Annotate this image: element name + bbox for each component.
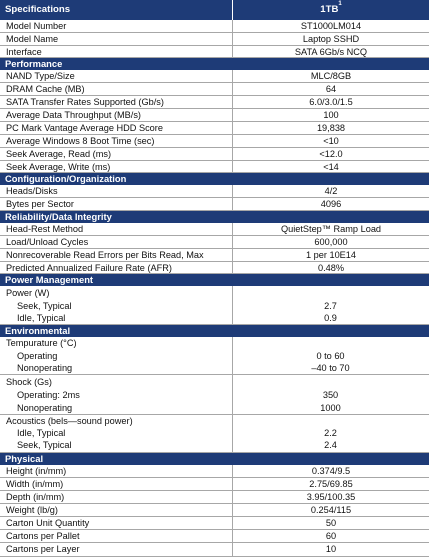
spec-label: Interface: [6, 47, 42, 57]
spec-row-pcmark: [0, 122, 429, 135]
spec-label: Acoustics (bels—sound power): [6, 416, 133, 426]
spec-row-throughput: [0, 109, 429, 122]
spec-value: Laptop SSHD: [232, 33, 429, 45]
spec-value: 10: [232, 543, 429, 556]
spec-value: <12.0: [232, 148, 429, 160]
spec-value: 100: [232, 109, 429, 121]
header-footnote: 1: [338, 1, 342, 7]
spec-sublabel: Idle, Typical: [17, 428, 66, 438]
spec-row-read-errors: [0, 249, 429, 262]
spec-value: 64: [232, 83, 429, 95]
spec-value: ST1000LM014: [232, 20, 429, 32]
spec-row-sata-rates: [0, 96, 429, 109]
spec-sublabel: Nonoperating: [17, 363, 73, 373]
spec-label: Average Windows 8 Boot Time (sec): [6, 136, 155, 146]
section-title: Environmental: [5, 325, 71, 336]
section-header-performance: [0, 58, 429, 70]
section-title: Configuration/Organization: [5, 173, 127, 184]
spec-sublabel: Idle, Typical: [17, 313, 66, 323]
spec-row-nand: [0, 70, 429, 83]
spec-row-carton-unit-quantity: [0, 517, 429, 530]
spec-label: Load/Unload Cycles: [6, 237, 89, 247]
spec-row-load-unload: [0, 236, 429, 249]
spec-row-cartons-per-pallet: [0, 530, 429, 543]
spec-row-heads-disks: [0, 185, 429, 198]
spec-label: Depth (in/mm): [6, 492, 65, 502]
header-capacity-cell: [232, 0, 429, 20]
group-heading-line: [0, 337, 429, 350]
section-title: Reliability/Data Integrity: [5, 211, 112, 222]
spec-value: QuietStep™ Ramp Load: [232, 223, 429, 235]
spec-sublabel: Operating: 2ms: [17, 390, 80, 400]
spec-value: 19,838: [232, 122, 429, 134]
spec-label: Carton Unit Quantity: [6, 518, 90, 528]
spec-label: Height (in/mm): [6, 466, 67, 476]
spec-row-weight: [0, 504, 429, 517]
sub-row: [0, 362, 429, 375]
spec-group-temperature: [0, 337, 429, 375]
spec-row-afr: [0, 262, 429, 274]
header-capacity: 1TB: [320, 4, 339, 15]
spec-row-head-rest: [0, 223, 429, 236]
spec-value: 0.48%: [232, 262, 429, 273]
spec-label: Nonrecoverable Read Errors per Bits Read, Max: [6, 250, 204, 260]
spec-label: Power (W): [6, 288, 50, 298]
spec-label: SATA Transfer Rates Supported (Gb/s): [6, 97, 164, 107]
spec-value: SATA 6Gb/s NCQ: [232, 46, 429, 57]
spec-value: 60: [232, 530, 429, 542]
spec-group-shock: [0, 375, 429, 415]
spec-value: <10: [232, 135, 429, 147]
spec-row-width: [0, 478, 429, 491]
spec-value: 1 per 10E14: [232, 249, 429, 261]
sub-row: [0, 439, 429, 452]
spec-row-interface: [0, 46, 429, 58]
spec-sublabel: Nonoperating: [17, 403, 73, 413]
spec-label: Cartons per Layer: [6, 544, 80, 554]
spec-label: Weight (lb/g): [6, 505, 58, 515]
spec-value: 0.254/115: [232, 504, 429, 516]
spec-value: 50: [232, 517, 429, 529]
spec-label: Tempurature (°C): [6, 338, 77, 348]
group-heading-line: [0, 376, 429, 389]
spec-value: 6.0/3.0/1.5: [232, 96, 429, 108]
sub-row: [0, 402, 429, 415]
header-label: Specifications: [5, 4, 71, 15]
spec-label: PC Mark Vantage Average HDD Score: [6, 123, 163, 133]
spec-value: 2.7: [324, 301, 337, 311]
spec-value: 4/2: [232, 185, 429, 197]
spec-row-cartons-per-layer: [0, 543, 429, 557]
spec-row-model-name: [0, 33, 429, 46]
spec-value: –40 to 70: [311, 363, 350, 373]
spec-row-height: [0, 465, 429, 478]
spec-value: 2.4: [324, 440, 337, 450]
spec-label: Seek Average, Write (ms): [6, 162, 111, 172]
spec-value: 3.95/100.35: [232, 491, 429, 503]
section-header-configuration: [0, 173, 429, 185]
spec-label: Bytes per Sector: [6, 199, 74, 209]
spec-group-power: [0, 286, 429, 325]
section-header-power: [0, 274, 429, 286]
spec-row-depth: [0, 491, 429, 504]
spec-row-dram-cache: [0, 83, 429, 96]
spec-value: 2.2: [324, 428, 337, 438]
spec-value: 4096: [232, 198, 429, 210]
spec-label: NAND Type/Size: [6, 71, 75, 81]
spec-label: Predicted Annualized Failure Rate (AFR): [6, 263, 172, 273]
spec-value: 0.374/9.5: [232, 465, 429, 477]
spec-value: 600,000: [232, 236, 429, 248]
spec-label: Heads/Disks: [6, 186, 58, 196]
spec-value: 350: [322, 390, 339, 400]
spec-sublabel: Operating: [17, 351, 58, 361]
spec-label: Seek Average, Read (ms): [6, 149, 112, 159]
section-title: Power Management: [5, 274, 94, 285]
spec-label: Width (in/mm): [6, 479, 64, 489]
spec-label: Average Data Throughput (MB/s): [6, 110, 141, 120]
spec-row-model-number: [0, 20, 429, 33]
spec-label: Model Number: [6, 21, 67, 31]
spec-label: Shock (Gs): [6, 377, 52, 387]
spec-value: 0.9: [324, 313, 337, 323]
spec-sublabel: Seek, Typical: [17, 440, 72, 450]
spec-sublabel: Seek, Typical: [17, 301, 72, 311]
section-header-reliability: [0, 211, 429, 223]
spec-label: Head-Rest Method: [6, 224, 84, 234]
spec-value: 2.75/69.85: [232, 478, 429, 490]
section-title: Physical: [5, 453, 44, 464]
section-header-physical: [0, 453, 429, 465]
spec-label: DRAM Cache (MB): [6, 84, 85, 94]
spec-row-seek-read: [0, 148, 429, 161]
spec-label: Cartons per Pallet: [6, 531, 80, 541]
spec-value: <14: [232, 161, 429, 172]
spec-row-boot-time: [0, 135, 429, 148]
section-title: Performance: [5, 58, 63, 69]
spec-value: 0 to 60: [316, 351, 345, 361]
sub-row: [0, 312, 429, 325]
table-header: [0, 0, 429, 20]
spec-group-acoustics: [0, 415, 429, 453]
sub-row: [0, 389, 429, 402]
group-heading-line: [0, 287, 429, 300]
section-header-environmental: [0, 325, 429, 337]
spec-label: Model Name: [6, 34, 59, 44]
spec-row-seek-write: [0, 161, 429, 173]
spec-value: 1000: [320, 403, 341, 413]
spec-row-bytes-per-sector: [0, 198, 429, 211]
spec-value: MLC/8GB: [232, 70, 429, 82]
